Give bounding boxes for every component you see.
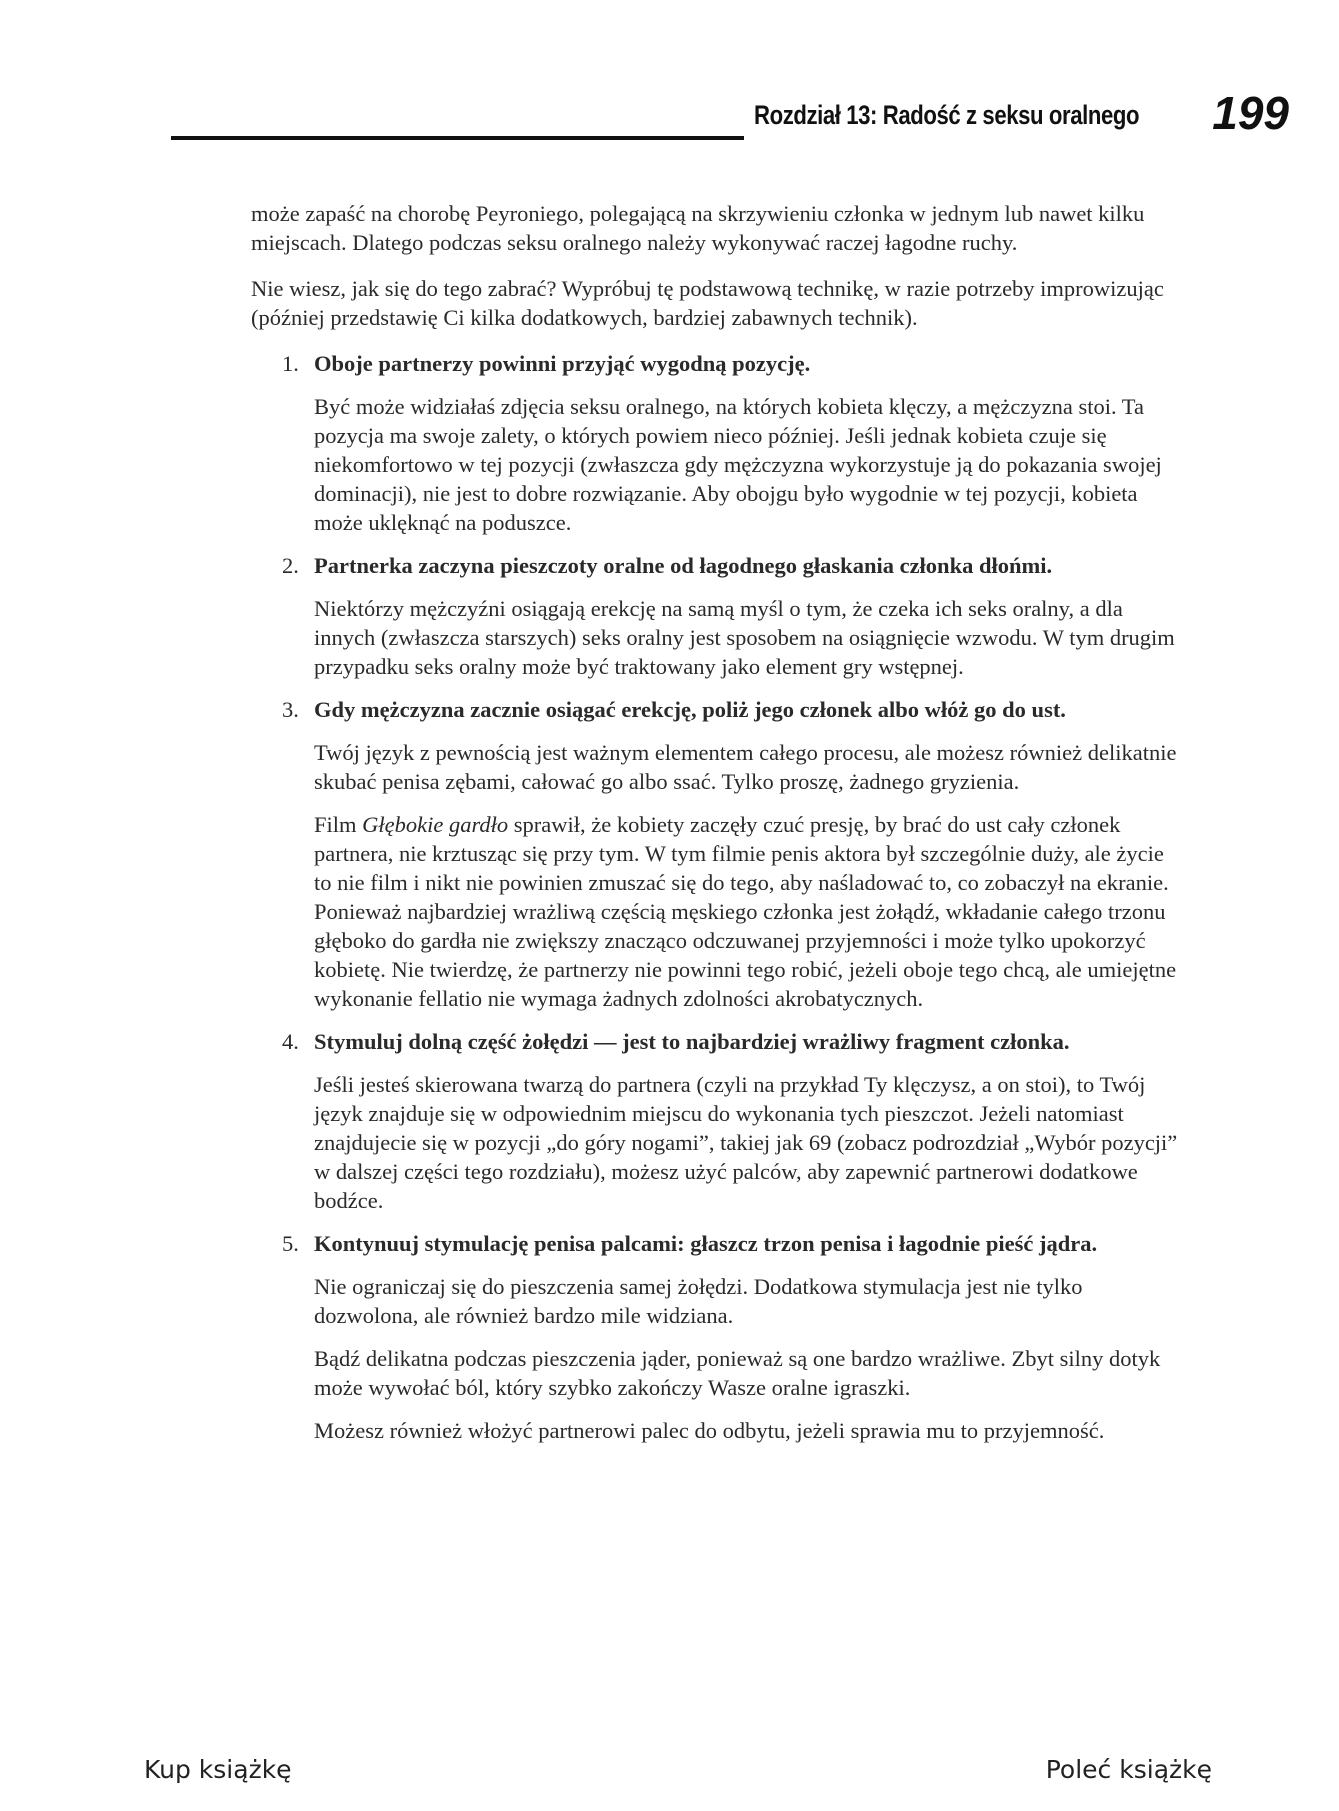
list-item (251, 1229, 1181, 1445)
step-number: 4. (282, 1029, 299, 1054)
step-paragraph: Twój język z pewnością jest ważnym elementem całego procesu, ale możesz również delikatnie skubać penisa zębami, całować go albo ssać. Tylko proszę, żadnego gryzienia. (314, 740, 1177, 794)
step-paragraph: Być może widziałaś zdjęcia seksu oralnego, na których kobieta klęczy, a mężczyzna stoi. Ta pozycja ma swoje zalety, o których powiem nieco później. Jeśli jednak kobieta czuje się niekomfortowo w tej pozycji (zwłaszcza gdy mężczyzna wykorzystuje ją do pokazania swojej dominacji), nie jest to dobre rozwiązanie. Aby obojgu było wygodnie w tej pozycji, kobieta może uklęknąć na poduszce. (314, 394, 1162, 535)
list-item (251, 349, 1181, 537)
intro-paragraph-2: Nie wiesz, jak się do tego zabrać? Wypróbuj tę podstawową technikę, w razie potrzeby improwizując (później przedstawię Ci kilka dodatkowych, bardziej zabawnych technik). (251, 276, 1164, 330)
recommend-book-link-text[interactable]: Poleć książkę (1045, 1755, 1212, 1784)
step-number: 2. (282, 553, 299, 578)
step-paragraph: Bądź delikatna podczas pieszczenia jąder, ponieważ są one bardzo wrażliwe. Zbyt silny dotyk może wywołać ból, który szybko zakończy Wasze oralne igraszki. (314, 1346, 1161, 1400)
buy-book-link-text[interactable]: Kup książkę (144, 1755, 292, 1784)
step-paragraph: Nie ograniczaj się do pieszczenia samej żołędzi. Dodatkowa stymulacja jest nie tylko dozwolona, ale również bardzo mile widziana. (314, 1274, 1083, 1328)
step-heading: Oboje partnerzy powinni przyjąć wygodną pozycję. (314, 351, 811, 376)
step-paragraph: Niektórzy mężczyźni osiągają erekcję na samą myśl o tym, że czeka ich seks oralny, a dla innych (zwłaszcza starszych) seks oralny jest sposobem na osiągnięcie wzwodu. W tym drugim przypadku seks oralny może być traktowany jako element gry wstępnej. (314, 596, 1175, 679)
list-item (251, 1027, 1181, 1215)
step-number: 5. (282, 1231, 299, 1256)
film-paragraph (314, 810, 1181, 1013)
page-body (251, 199, 1181, 1459)
step-number: 3. (282, 697, 299, 722)
step-number: 1. (282, 351, 299, 376)
step-heading: Stymuluj dolną część żołędzi — jest to najbardziej wrażliwy fragment członka. (314, 1029, 1070, 1054)
recommend-book-link[interactable] (1046, 1755, 1212, 1784)
film-rest: sprawił, że kobiety zaczęły czuć presję, by brać do ust cały członek partnera, nie krztusząc się przy tym. W tym filmie penis aktora był szczególnie duży, ale życie to nie film i nikt nie powinien zmuszać się do tego, aby naśladować to, co zobaczył na ekranie. Ponieważ najbardziej wrażliwą częścią męskiego członka jest żołądź, wkładanie całego trzonu głęboko do gardła nie zwiększy znacząco odczuwanej przyjemności i może tylko upokorzyć kobietę. Nie twierdzę, że partnerzy nie powinni tego robić, jeżeli oboje tego chcą, ale umiejętne wykonanie fellatio nie wymaga żadnych zdolności akrobatycznych. (314, 812, 1177, 1011)
step-paragraph: Możesz również włożyć partnerowi palec do odbytu, jeżeli sprawia mu to przyjemność. (314, 1418, 1105, 1443)
step-paragraph: Jeśli jesteś skierowana twarzą do partnera (czyli na przykład Ty klęczysz, a on stoi), to Twój język znajduje się w odpowiednim miejscu do wykonania tych pieszczot. Jeżeli natomiast znajdujecie się w pozycji „do góry nogami”, takiej jak 69 (zobacz podrozdział „Wybór pozycji” w dalszej części tego rozdziału), możesz użyć palców, aby zapewnić partnerowi dodatkowe bodźce. (314, 1072, 1178, 1213)
step-heading: Kontynuuj stymulację penisa palcami: głaszcz trzon penisa i łagodnie pieść jądra. (314, 1231, 1098, 1256)
steps-list (251, 349, 1181, 1445)
list-item (251, 695, 1181, 1013)
step-heading: Partnerka zaczyna pieszczoty oralne od łagodnego głaskania członka dłońmi. (314, 553, 1053, 578)
intro-paragraph-1: może zapaść na chorobę Peyroniego, polegającą na skrzywieniu członka w jednym lub nawet kilku miejscach. Dlatego podczas seksu oralnego należy wykonywać raczej łagodne ruchy. (251, 201, 1145, 255)
film-prefix: Film (314, 812, 363, 837)
header-rule (171, 136, 744, 140)
film-title: Głębokie gardło (362, 812, 509, 837)
chapter-title: Rozdział 13: Radość z seksu oralnego (754, 100, 1140, 130)
list-item (251, 551, 1181, 681)
page-header (171, 87, 1291, 142)
step-heading: Gdy mężczyzna zacznie osiągać erekcję, poliż jego członek albo włóż go do ust. (314, 697, 1066, 722)
page-number: 199 (1212, 87, 1289, 139)
buy-book-link[interactable] (144, 1755, 292, 1784)
